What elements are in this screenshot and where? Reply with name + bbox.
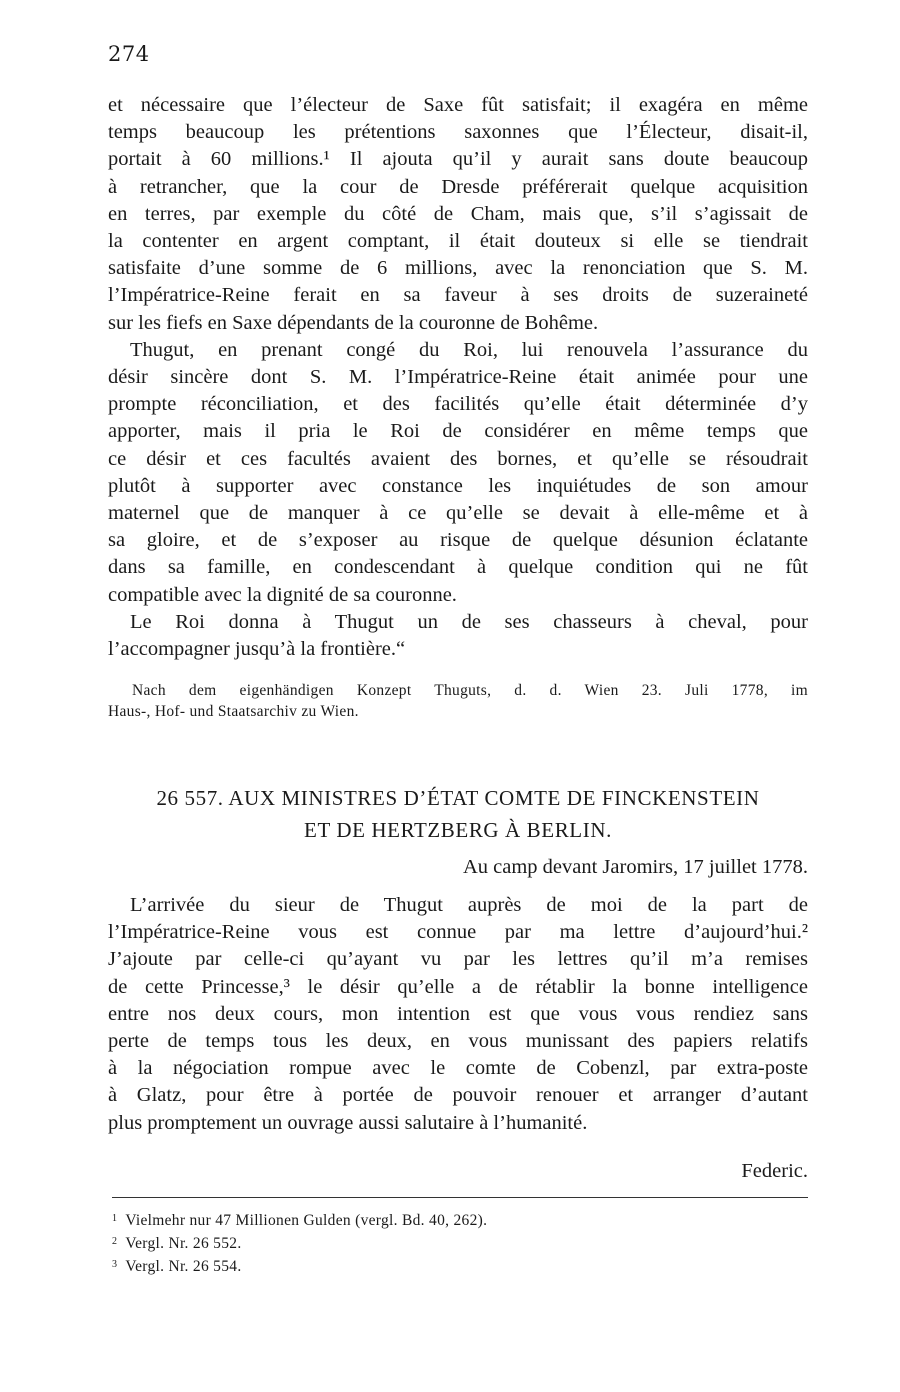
text-line: à Glatz, pour être à portée de pouvoir renouer et arranger d’autant	[108, 1084, 808, 1107]
letter-body	[108, 892, 808, 1137]
footnote	[112, 1231, 487, 1254]
footnote-mark: 2	[112, 1236, 118, 1247]
text-line: compatible avec la dignité de sa couronne.	[108, 583, 457, 606]
footnote	[112, 1254, 487, 1277]
text-line: plus promptement un ouvrage aussi salutaire à l’humanité.	[108, 1111, 588, 1134]
text-line: en terres, par exemple du côté de Cham, mais que, s’il s’agissait de	[108, 202, 808, 225]
text-line: prompte réconciliation, et des facilités qu’elle était déterminée d’y	[108, 393, 808, 416]
text-line: J’ajoute par celle-ci qu’ayant vu par les lettres qu’il m’a remises	[108, 948, 808, 971]
text-line: Le Roi donna à Thugut un de ses chasseurs à cheval, pour	[130, 610, 808, 633]
document-heading	[108, 782, 808, 846]
footnote-divider	[112, 1197, 808, 1198]
text-line: de cette Princesse,³ le désir qu’elle a de rétablir la bonne intelligence	[108, 975, 808, 998]
footnote-mark: 3	[112, 1259, 118, 1270]
page-number: 274	[108, 42, 150, 66]
text-line: apporter, mais il pria le Roi de considérer en même temps que	[108, 420, 808, 443]
body-text-section	[108, 92, 808, 663]
text-line: sur les fiefs en Saxe dépendants de la couronne de Bohême.	[108, 311, 599, 334]
footnote-text: Vielmehr nur 47 Millionen Gulden (vergl. Bd. 40, 262).	[125, 1212, 488, 1229]
text-line: à retrancher, que la cour de Dresde préférerait quelque acquisition	[108, 175, 808, 198]
text-line: dans sa famille, en condescendant à quelque condition qui ne fût	[108, 556, 808, 579]
text-line: l’accompagner jusqu’à la frontière.“	[108, 638, 406, 661]
source-note	[108, 680, 808, 722]
footnote	[112, 1208, 487, 1231]
text-line: la contenter en argent comptant, il était douteux si elle se tiendrait	[108, 230, 808, 253]
signature: Federic.	[741, 1160, 808, 1182]
text-line: à la négociation rompue avec le comte de Cobenzl, par extra-poste	[108, 1057, 808, 1080]
text-line: perte de temps tous les deux, en vous munissant des papiers relatifs	[108, 1030, 808, 1053]
text-line: l’Impératrice-Reine vous est connue par ma lettre d’aujourd’hui.²	[108, 921, 808, 944]
text-line: maternel que de manquer à ce qu’elle se devait à elle-même et à	[108, 502, 808, 525]
footnote-text: Vergl. Nr. 26 552.	[125, 1235, 242, 1252]
text-line: ce désir et ces facultés avaient des bornes, et qu’elle se résoudrait	[108, 447, 808, 470]
text-line: désir sincère dont S. M. l’Impératrice-Reine était animée pour une	[108, 366, 808, 389]
text-line: l’Impératrice-Reine ferait en sa faveur à ses droits de suzeraineté	[108, 284, 808, 307]
text-line: plutôt à supporter avec constance les inquiétudes de son amour	[108, 474, 808, 497]
text-line: satisfaite d’une somme de 6 millions, avec la renonciation que S. M.	[108, 257, 808, 280]
text-line: sa gloire, et de s’exposer au risque de quelque désunion éclatante	[108, 529, 808, 552]
footnotes	[112, 1208, 487, 1277]
heading-line-2: ET DE HERTZBERG À BERLIN.	[304, 818, 612, 842]
footnote-mark: 1	[112, 1213, 118, 1224]
text-line: et nécessaire que l’électeur de Saxe fût satisfait; il exagéra en même	[108, 94, 808, 116]
footnote-text: Vergl. Nr. 26 554.	[125, 1258, 242, 1275]
text-line: Thugut, en prenant congé du Roi, lui renouvela l’assurance du	[130, 338, 808, 361]
text-line: portait à 60 millions.¹ Il ajouta qu’il y aurait sans doute beaucoup	[108, 148, 808, 171]
source-line: Haus-, Hof- und Staatsarchiv zu Wien.	[108, 703, 359, 720]
text-line: L’arrivée du sieur de Thugut auprès de moi de la part de	[130, 894, 808, 916]
text-line: temps beaucoup les prétentions saxonnes que l’Électeur, disait-il,	[108, 121, 808, 144]
heading-line-1: 26 557. AUX MINISTRES D’ÉTAT COMTE DE FINCKENSTEIN	[156, 786, 760, 810]
text-line: entre nos deux cours, mon intention est que vous vous rendiez sans	[108, 1002, 808, 1025]
source-line: Nach dem eigenhändigen Konzept Thuguts, d. d. Wien 23. Juli 1778, im	[132, 682, 808, 699]
dateline: Au camp devant Jaromirs, 17 juillet 1778.	[462, 856, 808, 878]
